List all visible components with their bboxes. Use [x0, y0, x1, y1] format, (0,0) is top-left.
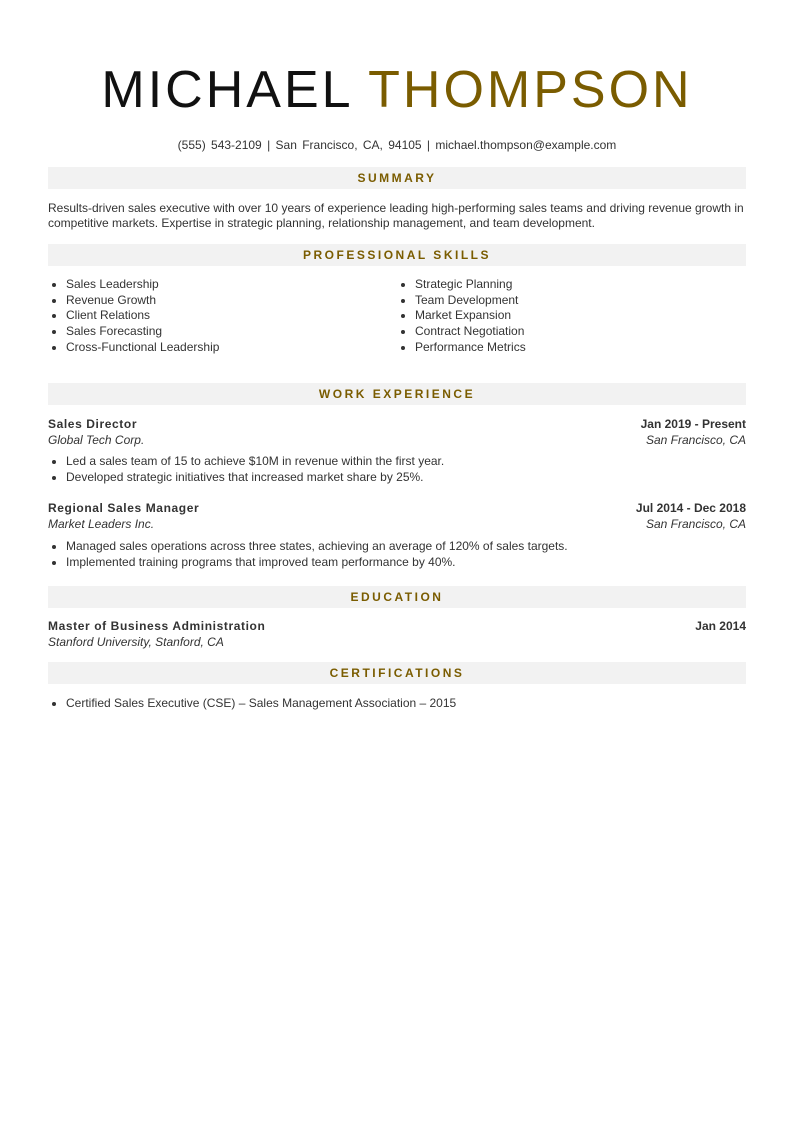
- degree-title: Master of Business Administration: [48, 619, 266, 633]
- job-dates: Jan 2019 - Present: [640, 417, 746, 431]
- certifications-list: [48, 696, 746, 712]
- skills-list-left: [48, 277, 388, 356]
- contact-info: (555) 543-2109 | San Francisco, CA, 94105 | michael.thompson@example.com: [177, 138, 617, 152]
- skill-item: Cross-Functional Leadership: [48, 340, 388, 356]
- job-subheader: [48, 433, 746, 447]
- school-name: Stanford University, Stanford, CA: [48, 635, 224, 649]
- job-bullets: [48, 539, 746, 570]
- job-dates: Jul 2014 - Dec 2018: [635, 501, 746, 515]
- job-bullet: Implemented training programs that improved team performance by 40%.: [48, 555, 746, 571]
- job-title: Sales Director: [48, 417, 138, 431]
- job-bullet: Led a sales team of 15 to achieve $10M in revenue within the first year.: [48, 454, 746, 470]
- job-company: Market Leaders Inc.: [48, 517, 155, 531]
- candidate-name: [48, 60, 746, 120]
- certifications-heading: CERTIFICATIONS: [48, 662, 746, 684]
- job-bullet: Developed strategic initiatives that increased market share by 25%.: [48, 470, 746, 486]
- job-location: San Francisco, CA: [645, 433, 746, 447]
- skills-heading: PROFESSIONAL SKILLS: [48, 244, 746, 266]
- education-subheader: [48, 635, 746, 649]
- job-subheader: [48, 517, 746, 531]
- skill-item: Market Expansion: [397, 308, 737, 324]
- first-name: MICHAEL: [101, 61, 352, 119]
- certification-item: Certified Sales Executive (CSE) – Sales Management Association – 2015: [48, 696, 746, 712]
- job-bullets: [48, 454, 746, 485]
- skill-item: Performance Metrics: [397, 340, 737, 356]
- job-location: San Francisco, CA: [645, 517, 746, 531]
- skill-item: Sales Leadership: [48, 277, 388, 293]
- resume-page: [48, 0, 746, 1123]
- skill-item: Contract Negotiation: [397, 324, 737, 340]
- job-header: [48, 501, 746, 515]
- experience-heading: WORK EXPERIENCE: [48, 383, 746, 405]
- skill-item: Client Relations: [48, 308, 388, 324]
- job-title: Regional Sales Manager: [48, 501, 200, 515]
- education-header: [48, 619, 746, 633]
- skill-item: Sales Forecasting: [48, 324, 388, 340]
- skill-item: Team Development: [397, 293, 737, 309]
- degree-date: Jan 2014: [695, 619, 746, 633]
- job-bullet: Managed sales operations across three states, achieving an average of 120% of sales targets.: [48, 539, 746, 555]
- job-company: Global Tech Corp.: [48, 433, 145, 447]
- skills-list-right: [397, 277, 737, 356]
- last-name: THOMPSON: [368, 61, 693, 119]
- skill-item: Revenue Growth: [48, 293, 388, 309]
- summary-heading: SUMMARY: [48, 167, 746, 189]
- summary-text: Results-driven sales executive with over 10 years of experience leading high-performing sales teams and driving revenue growth in competitive markets. Expertise in strategic planning, relationship management, and team development.: [48, 201, 744, 230]
- skill-item: Strategic Planning: [397, 277, 737, 293]
- job-header: [48, 417, 746, 431]
- education-heading: EDUCATION: [48, 586, 746, 608]
